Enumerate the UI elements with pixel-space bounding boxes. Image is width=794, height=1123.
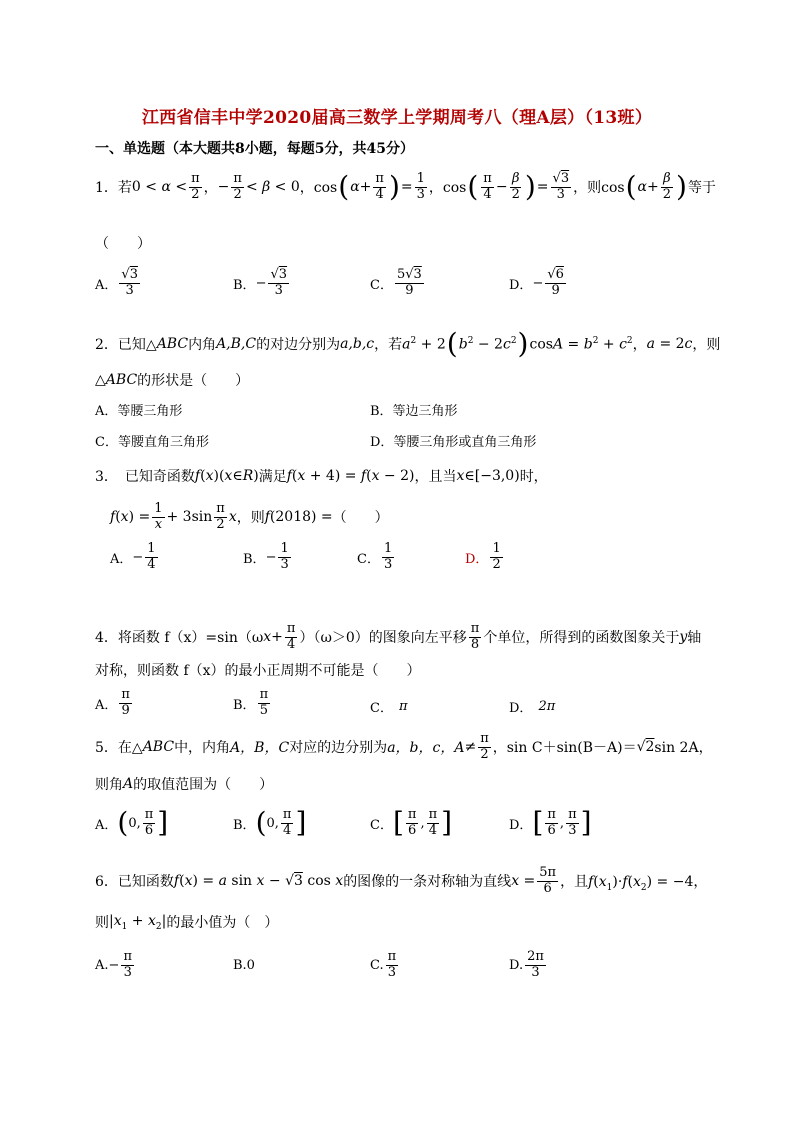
q6-option-d: D. $\frac{2\pi}{3}$ xyxy=(509,949,544,980)
q2-option-b: B．等边三角形 xyxy=(370,404,458,419)
q3-option-b: B． − $\frac{1}{3}$ xyxy=(243,541,289,572)
question-3-line2: f(x) = $\frac{1}{x}$ + 3sin $\frac{\pi}{2}$ x ，则 f(2018) = （ ） xyxy=(110,501,389,532)
q6-option-c: C. $\frac{\pi}{3}$ xyxy=(370,949,397,980)
q3-option-d: D． $\frac{1}{2}$ xyxy=(465,541,501,572)
question-5: 5．在△ ABC 中，内角 A，B，C 对应的边分别为 a，b，c，A ≠ $\frac{\pi}{2}$ ，sin C＋sin(B－A)＝ √2 sin 2A， xyxy=(95,731,713,762)
q1-option-b: B． − $\frac{√3}{3}$ xyxy=(233,267,288,298)
q1-option-a: A． $\frac{√3}{3}$ xyxy=(95,267,138,298)
q6-option-a: A. − $\frac{\pi}{3}$ xyxy=(95,949,132,980)
q5-option-b: B． ( 0, $\frac{\pi}{4}$ ] xyxy=(233,806,307,840)
q2-option-c: C．等腰直角三角形 xyxy=(95,435,209,450)
question-3: 3． 已知奇函数 f(x)(x∈R) 满足 f(x + 4) = f(x − 2) ，且当 x∈[−3,0) 时， xyxy=(95,468,548,485)
q4-option-c: C． π xyxy=(370,699,408,716)
q4-option-a: A． $\frac{\pi}{9}$ xyxy=(95,687,130,718)
q5-option-d: D． [ $\frac{\pi}{6}$ , $\frac{\pi}{3}$ ] xyxy=(509,806,592,840)
question-2: 2．已知△ ABC 内角 A,B,C 的对边分别为 a,b,c ，若 $a^2 + 2$ ( $b^2 - 2c^2$ ) $\cos A = b^2 + c^2$ ， a = 2c ，则 xyxy=(95,327,721,360)
q2-option-d: D．等腰三角形或直角三角形 xyxy=(370,435,537,450)
question-1-bracket: （ ） xyxy=(95,236,151,252)
question-4: 4．将函数 f（x）=sin（ω x + $\frac{\pi}{4}$ ）（ω＞0）的图象向左平移 $\frac{\pi}{8}$ 个单位，所得到的函数图象关于 y 轴 xyxy=(95,621,702,652)
question-2-line2: △ABC 的形状是（ ） xyxy=(95,372,250,389)
q3-option-c: C． $\frac{1}{3}$ xyxy=(357,541,393,572)
question-1: 1． 若 0 < α < $\frac{\pi}{2}$ ， − $\frac{\pi}{2}$ < β < 0 ，cos ( α + $\frac{\pi}{4}$ ) = $\frac{1}{3}$ ，cos ( $\frac{\pi}{4}$ − $\frac{\beta}{2}$ ) = $\frac{√3}{3}$ ，则cos ( α + $\frac{\beta}{2}$ ) 等于 xyxy=(95,170,716,204)
q1-option-d: D． − $\frac{√6}{9}$ xyxy=(509,267,564,298)
question-4-line2: 对称，则函数 f（x）的最小正周期不可能是（ ） xyxy=(95,663,421,679)
q1-option-c: C． $\frac{5√3}{9}$ xyxy=(370,267,422,298)
q5-option-a: A． ( 0, $\frac{\pi}{6}$ ] xyxy=(95,806,169,840)
section-heading: 一、单选题（本大题共8小题，每题5分，共45分） xyxy=(95,141,414,157)
q2-option-a: A．等腰三角形 xyxy=(95,404,183,419)
exam-title: 江西省信丰中学2020届高三数学上学期周考八（理A层）（13班） xyxy=(141,108,653,128)
question-5-line2: 则角 A 的取值范围为（ ） xyxy=(95,776,274,793)
q4-option-b: B． $\frac{\pi}{5}$ xyxy=(233,687,269,718)
q6-option-b: B.0 xyxy=(233,958,255,973)
q3-option-a: A． − $\frac{1}{4}$ xyxy=(110,541,156,572)
question-6: 6．已知函数 f(x) = a sin x − √3 cos x 的图像的一条对称轴为直线 x = $\frac{5\pi}{6}$ ，且 $f(x_1)\cdot f(x_2) = -4$， xyxy=(95,865,708,896)
q5-option-c: C． [ $\frac{\pi}{6}$ , $\frac{\pi}{4}$ ] xyxy=(370,806,453,840)
q4-option-d: D． 2π xyxy=(509,699,556,716)
question-6-line2: 则 $|x_1 + x_2|$ 的最小值为（ ） xyxy=(95,912,279,932)
